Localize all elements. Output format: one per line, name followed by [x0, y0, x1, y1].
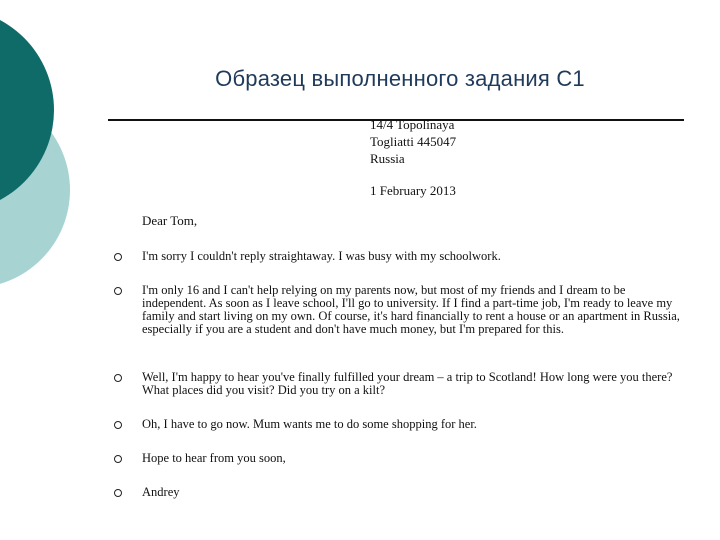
paragraph: Hope to hear from you soon,: [142, 451, 286, 465]
address-line: Russia: [370, 151, 405, 166]
address-line: 14/4 Topolinaya: [370, 117, 455, 132]
letter-date: 1 February 2013: [370, 183, 456, 198]
address-line: Togliatti 445047: [370, 134, 457, 149]
sender-address: [370, 116, 456, 167]
paragraph: I'm sorry I couldn't reply straightaway. I was busy with my schoolwork.: [142, 249, 501, 263]
paragraph: Oh, I have to go now. Mum wants me to do some shopping for her.: [142, 417, 477, 431]
hollow-bullet-icon: [114, 455, 122, 463]
hollow-bullet-icon: [114, 253, 122, 261]
hollow-bullet-icon: [114, 374, 122, 382]
paragraph: Well, I'm happy to hear you've finally fulfilled your dream – a trip to Scotland! How long were you there? What places did you visit? Did you try on a kilt?: [142, 370, 673, 397]
hollow-bullet-icon: [114, 489, 122, 497]
paragraph: I'm only 16 and I can't help relying on my parents now, but most of my friends and I dream to be independent. As soon as I leave school, I'll go to university. If I find a part-time job, I'm ready to leave my family and start living on my own. Of course, it's hard financially to rent a house or an apartment in Russia, especially if you are a student and don't have much money, but I'm prepared for this.: [142, 283, 680, 336]
hollow-bullet-icon: [114, 421, 122, 429]
letter-greeting: Dear Tom,: [142, 213, 198, 228]
slide-title: Образец выполненного задания С1: [215, 66, 585, 91]
hollow-bullet-icon: [114, 287, 122, 295]
paragraph: Andrey: [142, 485, 180, 499]
decorative-circles: [0, 0, 120, 540]
